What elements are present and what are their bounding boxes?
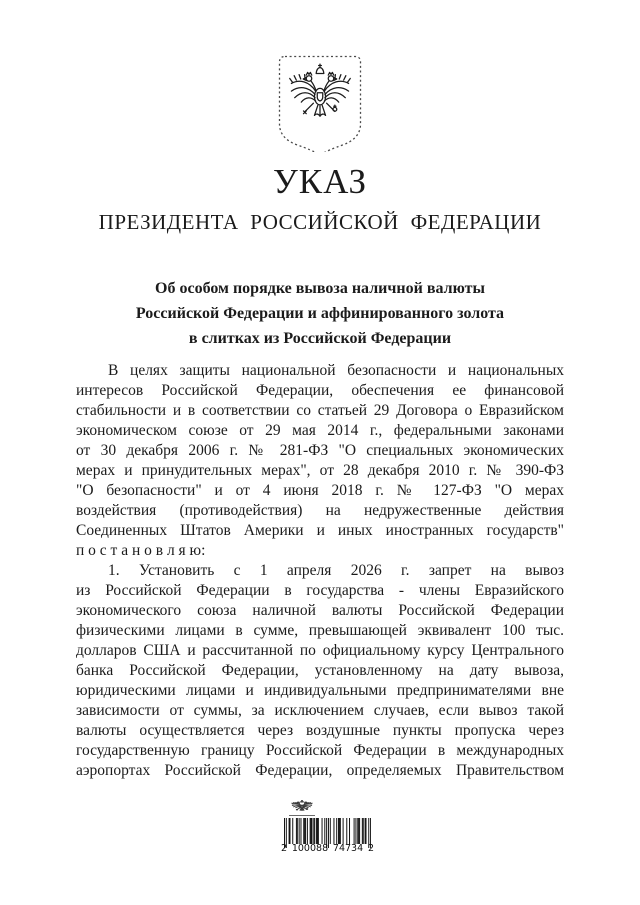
body-line: из Российской Федерации в государства - члены Евразийского (76, 582, 564, 599)
subject-line: Об особом порядке вывоза наличной валюты (155, 280, 485, 297)
body-line: банка Российской Федерации, установленному на дату вывоза, (76, 662, 564, 679)
body-line: долларов США и рассчитанной по официальному курсу Центрального (76, 642, 564, 659)
body-line: Соединенных Штатов Америки и иных иностранных государств" (76, 522, 564, 539)
coat-of-arms (278, 55, 362, 152)
mini-eagle-mark-icon (291, 800, 313, 815)
decree-body (76, 361, 564, 781)
mark-underline (289, 815, 315, 816)
body-line: валюты осуществляется через воздушные пункты пропуска через (76, 722, 564, 739)
barcode-block (281, 800, 374, 854)
doc-issuer: ПРЕЗИДЕНТА РОССИЙСКОЙ ФЕДЕРАЦИИ (98, 210, 542, 234)
decree-subject (0, 276, 640, 351)
body-line: экономическом союзе от 29 мая 2014 г., федеральными законами (76, 422, 564, 439)
barcode-digit-group: 2 (281, 843, 288, 854)
double-headed-eagle-icon (287, 62, 353, 140)
body-line: аэропортах Российской Федерации, определяемых Правительством (76, 762, 564, 779)
barcode-digit-group: 100088 (291, 843, 329, 854)
barcode-digit-group: 2 (367, 843, 374, 854)
body-line: государственную границу Российской Федерации в международных (76, 742, 564, 759)
body-line: физическими лицами в сумме, превышающей эквивалент 100 тыс. (76, 622, 564, 639)
body-line: 1. Установить с 1 апреля 2026 г. запрет на вывоз (108, 562, 564, 579)
subject-line: Российской Федерации и аффинированного золота (135, 305, 505, 322)
doc-type-title: УКАЗ (272, 162, 368, 201)
barcode-number (281, 844, 374, 854)
body-line: мерах и принудительных мерах", от 28 декабря 2010 г. № 390-ФЗ (76, 462, 564, 479)
body-line: от 30 декабря 2006 г. № 281-ФЗ "О специальных экономических (76, 442, 564, 459)
body-line: юридическими лицами и индивидуальными предпринимателями вне (76, 682, 564, 699)
body-line: "О безопасности" и от 4 июня 2018 г. № 127-ФЗ "О мерах (76, 482, 564, 499)
body-line: экономического союза наличной валюты Российской Федерации (76, 602, 564, 619)
body-line: воздействия (противодействия) на недружественные действия (76, 502, 564, 519)
body-line: интересов Российской Федерации, обеспечения ее финансовой (76, 382, 564, 399)
body-line: стабильности и в соответствии со статьей 29 Договора о Евразийском (76, 402, 564, 419)
body-line: В целях защиты национальной безопасности и национальных (108, 362, 564, 379)
body-line: п о с т а н о в л я ю: (76, 542, 206, 559)
subject-line: в слитках из Российской Федерации (188, 330, 452, 347)
body-line: зависимости от суммы, за исключением случаев, если вывоз такой (76, 702, 564, 719)
barcode-digit-group: 74734 (332, 843, 364, 854)
